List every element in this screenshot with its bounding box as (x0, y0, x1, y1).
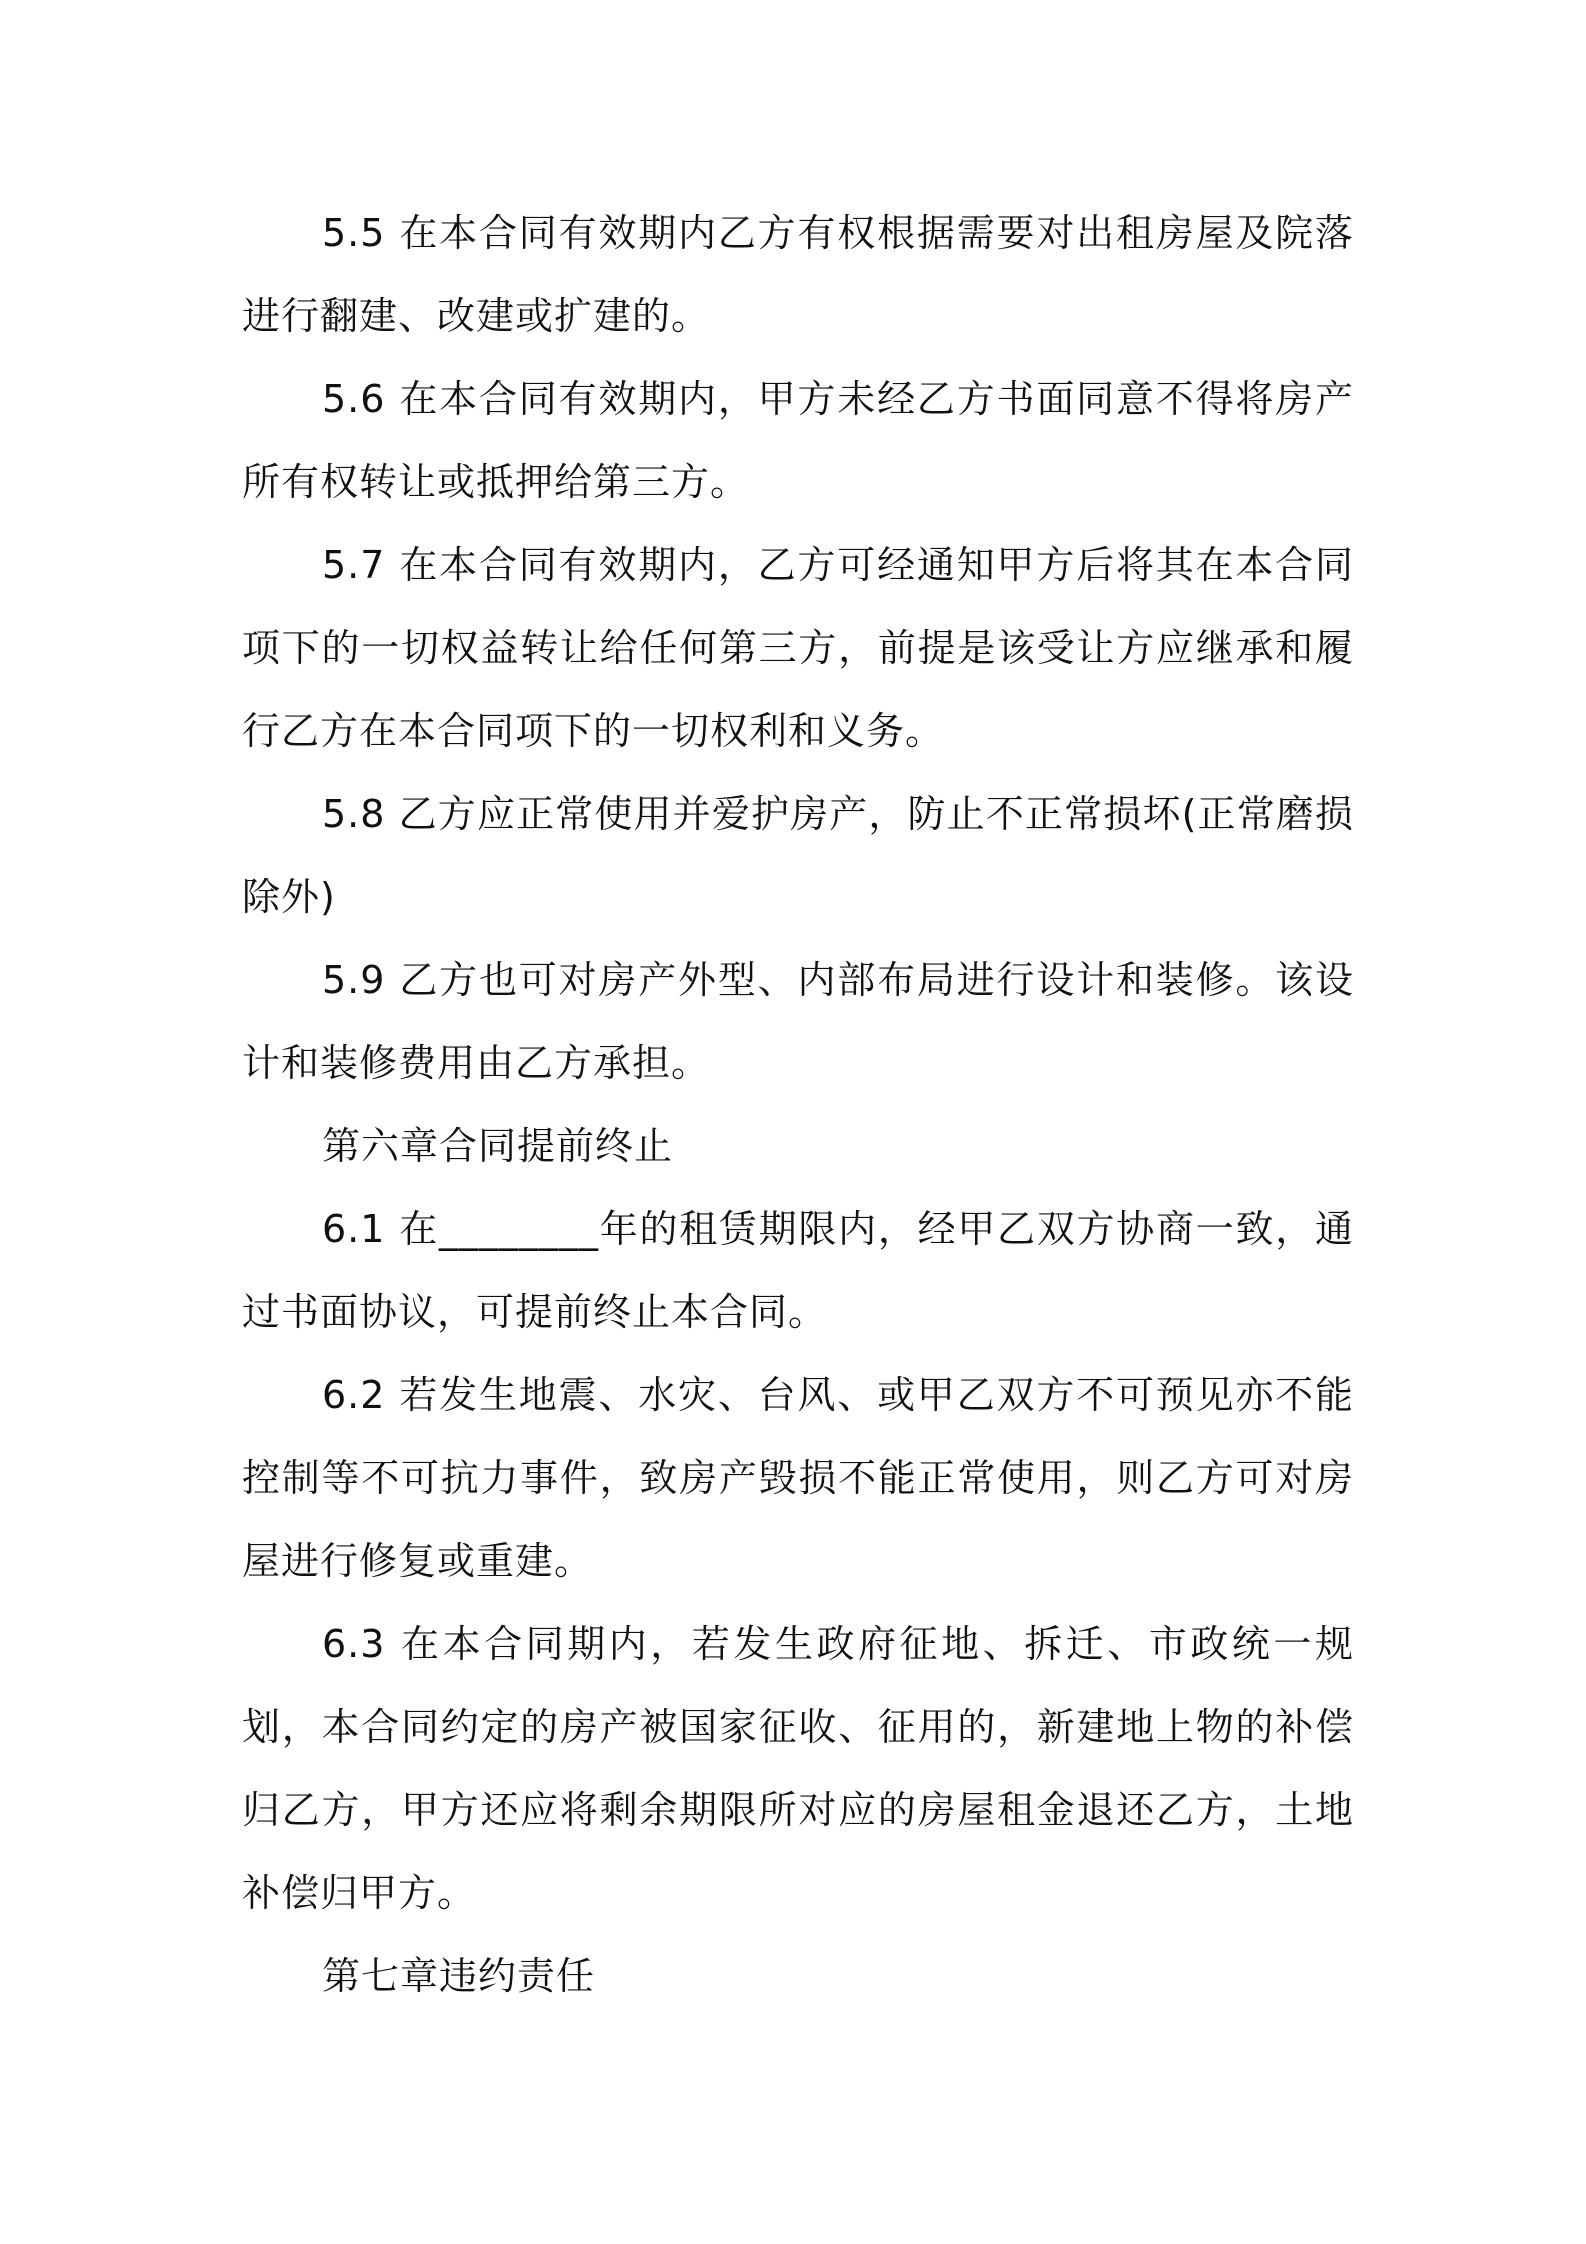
chapter-7-heading: 第七章违约责任 (322, 1954, 596, 1998)
clause-6-3: 6.3 在本合同期内，若发生政府征地、拆迁、市政统一规划，本合同约定的房产被国家征收、征用的，新建地上物的补偿归乙方，甲方还应将剩余期限所对应的房屋租金退还乙方，土地补偿归甲方。 (242, 1622, 1354, 1915)
clause-5-8: 5.8 乙方应正常使用并爱护房产，防止不正常损坏(正常磨损除外) (242, 792, 1354, 919)
chapter-6-heading: 第六章合同提前终止 (322, 1124, 674, 1168)
document-body (242, 192, 1354, 2018)
clause-5-9: 5.9 乙方也可对房产外型、内部布局进行设计和装修。该设计和装修费用由乙方承担。 (242, 958, 1354, 1085)
clause-6-2: 6.2 若发生地震、水灾、台风、或甲乙双方不可预见亦不能控制等不可抗力事件，致房产毁损不能正常使用，则乙方可对房屋进行修复或重建。 (242, 1373, 1354, 1583)
clause-6-1: 6.1 在________年的租赁期限内，经甲乙双方协商一致，通过书面协议，可提前终止本合同。 (242, 1207, 1354, 1334)
clause-5-6: 5.6 在本合同有效期内，甲方未经乙方书面同意不得将房产所有权转让或抵押给第三方。 (242, 377, 1354, 504)
clause-5-7: 5.7 在本合同有效期内，乙方可经通知甲方后将其在本合同项下的一切权益转让给任何第三方，前提是该受让方应继承和履行乙方在本合同项下的一切权利和义务。 (242, 543, 1354, 753)
clause-5-5: 5.5 在本合同有效期内乙方有权根据需要对出租房屋及院落进行翻建、改建或扩建的。 (242, 211, 1354, 338)
